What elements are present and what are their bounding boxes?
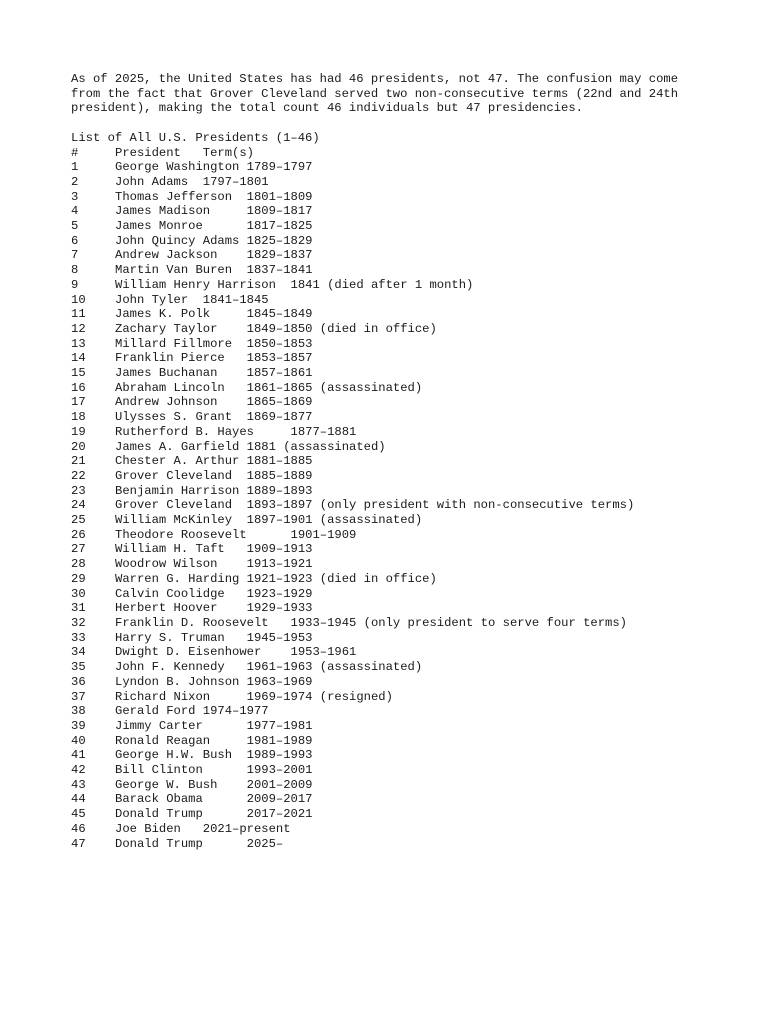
- list-item-text: Barack Obama 2009–2017: [115, 792, 313, 807]
- list-item: [71, 660, 731, 675]
- list-item: [71, 351, 731, 366]
- list-item-text: William McKinley 1897–1901 (assassinated): [115, 513, 423, 528]
- list-item-number: 3: [71, 189, 79, 204]
- list-item-text: Benjamin Harrison 1889–1893: [115, 483, 313, 498]
- list-item-text: Franklin Pierce 1853–1857: [115, 351, 313, 366]
- list-item: [71, 484, 731, 499]
- list-item-number: 11: [71, 307, 86, 322]
- list-header: [71, 146, 731, 161]
- list-item: [71, 234, 731, 249]
- list-item-text: James A. Garfield 1881 (assassinated): [115, 439, 386, 454]
- intro-line: from the fact that Grover Cleveland served two non-consecutive terms (22nd and 24th: [71, 86, 679, 101]
- list-item-number: 40: [71, 733, 86, 748]
- list-item: [71, 704, 731, 719]
- list-item-text: Theodore Roosevelt 1901–1909: [115, 527, 357, 542]
- list-item: [71, 572, 731, 587]
- list-item: [71, 837, 731, 852]
- list-item-number: 12: [71, 321, 86, 336]
- list-item-text: George H.W. Bush 1989–1993: [115, 748, 313, 763]
- list-item: [71, 248, 731, 263]
- list-item-number: 28: [71, 557, 86, 572]
- list-item-text: Grover Cleveland 1885–1889: [115, 468, 313, 483]
- president-list: [71, 160, 731, 851]
- list-item-number: 4: [71, 204, 79, 219]
- list-item-text: John F. Kennedy 1961–1963 (assassinated): [115, 660, 423, 675]
- list-item-text: John Quincy Adams 1825–1829: [115, 233, 313, 248]
- list-item-text: Lyndon B. Johnson 1963–1969: [115, 674, 313, 689]
- list-item-number: 32: [71, 616, 86, 630]
- list-item-number: 46: [71, 821, 86, 836]
- list-item-number: 41: [71, 748, 86, 763]
- list-item-text: Woodrow Wilson 1913–1921: [115, 557, 313, 572]
- list-item-number: 14: [71, 351, 86, 366]
- list-item-number: 24: [71, 498, 86, 513]
- list-item: [71, 366, 731, 381]
- list-item: [71, 763, 731, 778]
- list-item: [71, 822, 731, 837]
- list-item-text: George W. Bush 2001–2009: [115, 777, 313, 792]
- list-item: [71, 160, 731, 175]
- list-item-number: 8: [71, 263, 79, 278]
- list-item-text: Gerald Ford 1974–1977: [115, 704, 269, 719]
- blank-line: [71, 116, 731, 131]
- list-item-text: William H. Taft 1909–1913: [115, 542, 313, 557]
- list-item: [71, 204, 731, 219]
- document-body: [71, 72, 731, 851]
- list-item-number: 13: [71, 336, 86, 351]
- list-item: [71, 616, 731, 631]
- list-item-text: Martin Van Buren 1837–1841: [115, 263, 313, 278]
- list-item-text: Thomas Jefferson 1801–1809: [115, 189, 313, 204]
- list-item-text: Bill Clinton 1993–2001: [115, 763, 313, 778]
- list-item: [71, 675, 731, 690]
- list-item-number: 22: [71, 468, 86, 483]
- list-item: [71, 748, 731, 763]
- list-item: [71, 381, 731, 396]
- list-item: [71, 792, 731, 807]
- list-item: [71, 645, 731, 660]
- list-item-number: 17: [71, 395, 86, 410]
- list-item-number: 36: [71, 674, 86, 689]
- list-item: [71, 219, 731, 234]
- list-item: [71, 631, 731, 646]
- list-item-number: 33: [71, 630, 86, 645]
- list-item-text: Rutherford B. Hayes 1877–1881: [115, 424, 357, 439]
- list-item-text: Warren G. Harding 1921–1923 (died in office): [115, 571, 437, 586]
- list-item-number: 15: [71, 366, 86, 381]
- list-item-text: James Buchanan 1857–1861: [115, 366, 313, 381]
- list-item: [71, 454, 731, 469]
- list-item: [71, 601, 731, 616]
- list-item-number: 2: [71, 174, 79, 189]
- list-item-number: 25: [71, 513, 86, 528]
- list-item-text: Jimmy Carter 1977–1981: [115, 718, 313, 733]
- list-item-number: 38: [71, 704, 86, 719]
- list-item-number: 19: [71, 424, 86, 439]
- list-item-text: Richard Nixon 1969–1974 (resigned): [115, 689, 393, 704]
- list-item: [71, 734, 731, 749]
- list-item-number: 39: [71, 718, 86, 733]
- header-text: President Term(s): [115, 145, 254, 160]
- list-item-text: James K. Polk 1845–1849: [115, 307, 313, 322]
- list-item-number: 34: [71, 645, 86, 660]
- list-item-number: 31: [71, 601, 86, 616]
- list-item: [71, 395, 731, 410]
- list-item-text: William Henry Harrison 1841 (died after 1 month): [115, 277, 474, 292]
- list-item: [71, 587, 731, 602]
- list-item-text: Joe Biden 2021–present: [115, 821, 291, 836]
- list-item: [71, 807, 731, 822]
- intro-line: president), making the total count 46 individuals but 47 presidencies.: [71, 101, 583, 116]
- list-item-text: Abraham Lincoln 1861–1865 (assassinated): [115, 380, 423, 395]
- list-item: [71, 263, 731, 278]
- list-title: List of All U.S. Presidents (1–46): [71, 130, 320, 145]
- list-item-number: 10: [71, 292, 86, 307]
- list-item-text: Andrew Johnson 1865–1869: [115, 395, 313, 410]
- list-item-text: James Monroe 1817–1825: [115, 219, 313, 234]
- list-item: [71, 440, 731, 455]
- list-item: [71, 307, 731, 322]
- list-item-text: Zachary Taylor 1849–1850 (died in office): [115, 321, 437, 336]
- list-item-number: 45: [71, 807, 86, 822]
- list-item: [71, 425, 731, 440]
- list-item: [71, 278, 731, 293]
- list-item-text: Dwight D. Eisenhower 1953–1961: [115, 645, 357, 660]
- list-item-number: 16: [71, 380, 86, 395]
- list-item-number: 18: [71, 410, 86, 425]
- list-item-text: Chester A. Arthur 1881–1885: [115, 454, 313, 469]
- list-item-number: 43: [71, 777, 86, 792]
- list-item: [71, 190, 731, 205]
- list-item-text: Andrew Jackson 1829–1837: [115, 248, 313, 263]
- list-item-text: Ulysses S. Grant 1869–1877: [115, 410, 313, 425]
- list-item-number: 30: [71, 586, 86, 601]
- list-item: [71, 542, 731, 557]
- list-item-text: Calvin Coolidge 1923–1929: [115, 586, 313, 601]
- list-item-number: 47: [71, 836, 86, 851]
- list-item-text: Donald Trump 2025–: [115, 836, 284, 851]
- list-item-text: John Adams 1797–1801: [115, 174, 269, 189]
- list-item: [71, 690, 731, 705]
- intro-line: As of 2025, the United States has had 46 presidents, not 47. The confusion may come: [71, 72, 679, 86]
- list-item-number: 23: [71, 483, 86, 498]
- list-item-text: Grover Cleveland 1893–1897 (only president with non-consecutive terms): [115, 498, 635, 513]
- list-item-number: 9: [71, 277, 79, 292]
- list-item-text: Donald Trump 2017–2021: [115, 807, 313, 822]
- list-item-text: Franklin D. Roosevelt 1933–1945 (only president to serve four terms): [115, 616, 627, 630]
- list-item: [71, 513, 731, 528]
- list-item-text: Ronald Reagan 1981–1989: [115, 733, 313, 748]
- list-item-text: Herbert Hoover 1929–1933: [115, 601, 313, 616]
- list-item: [71, 498, 731, 513]
- list-item-number: 5: [71, 219, 79, 234]
- list-item-text: John Tyler 1841–1845: [115, 292, 269, 307]
- list-item-number: 26: [71, 527, 86, 542]
- list-item: [71, 337, 731, 352]
- list-item-number: 37: [71, 689, 86, 704]
- list-item: [71, 719, 731, 734]
- list-item: [71, 293, 731, 308]
- list-item: [71, 528, 731, 543]
- list-item-number: 6: [71, 233, 79, 248]
- list-item: [71, 778, 731, 793]
- list-item-number: 21: [71, 454, 86, 469]
- list-item-text: Millard Fillmore 1850–1853: [115, 336, 313, 351]
- list-item: [71, 410, 731, 425]
- list-item: [71, 469, 731, 484]
- list-item-number: 27: [71, 542, 86, 557]
- list-item-number: 44: [71, 792, 86, 807]
- list-item: [71, 557, 731, 572]
- list-item-number: 42: [71, 763, 86, 778]
- list-item-number: 35: [71, 660, 86, 675]
- list-item-text: George Washington 1789–1797: [115, 160, 313, 175]
- list-item-text: Harry S. Truman 1945–1953: [115, 630, 313, 645]
- intro-paragraph: [71, 72, 731, 116]
- list-item: [71, 322, 731, 337]
- list-item: [71, 175, 731, 190]
- header-number: #: [71, 145, 79, 160]
- list-item-number: 1: [71, 160, 79, 175]
- list-item-number: 20: [71, 439, 86, 454]
- list-item-number: 29: [71, 571, 86, 586]
- list-item-text: James Madison 1809–1817: [115, 204, 313, 219]
- list-item-number: 7: [71, 248, 79, 263]
